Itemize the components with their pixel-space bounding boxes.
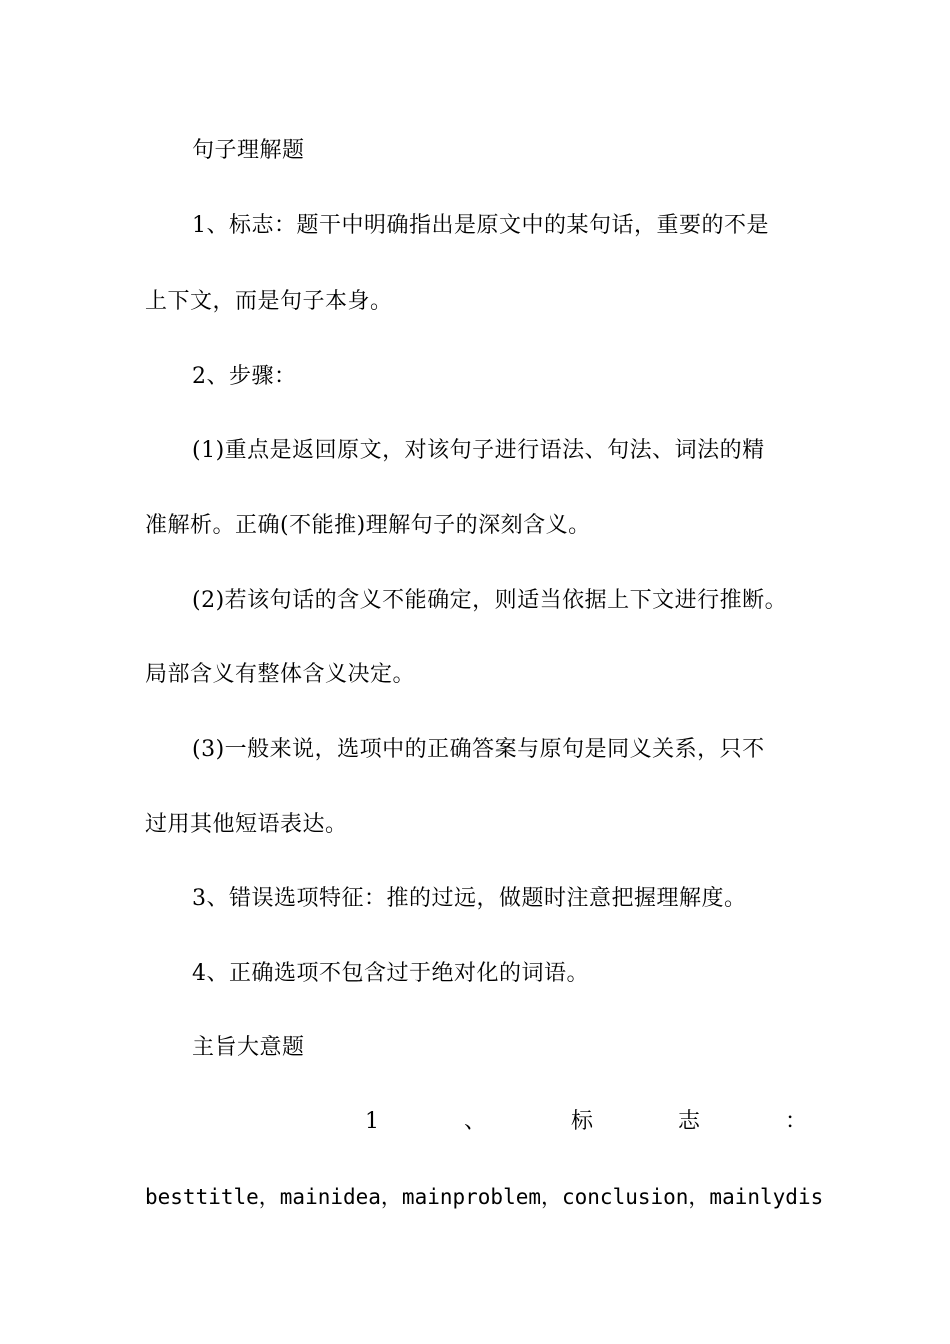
paragraph-line: 过用其他短语表达。 xyxy=(145,812,348,837)
paragraph-line: 上下文，而是句子本身。 xyxy=(145,289,393,314)
paragraph-line: (1)重点是返回原文，对该句子进行语法、句法、词法的精 xyxy=(192,438,765,463)
spread-token: 、 xyxy=(463,1109,486,1134)
spread-token: 标 xyxy=(570,1109,593,1134)
spread-token: 志 xyxy=(677,1109,700,1134)
paragraph-line: 4、正确选项不包含过于绝对化的词语。 xyxy=(192,961,589,986)
section-heading-main-idea: 主旨大意题 xyxy=(192,1035,305,1060)
justified-line xyxy=(145,1107,807,1137)
paragraph-line: 3、错误选项特征：推的过远，做题时注意把握理解度。 xyxy=(192,886,747,911)
paragraph-line: 局部含义有整体含义决定。 xyxy=(145,662,416,687)
paragraph-line: 2、步骤： xyxy=(192,364,297,389)
paragraph-line: (3)一般来说，选项中的正确答案与原句是同义关系，只不 xyxy=(192,737,765,762)
spread-token: 1 xyxy=(365,1109,379,1134)
section-heading-sentence-comprehension: 句子理解题 xyxy=(192,138,305,163)
paragraph-line: 准解析。正确(不能推)理解句子的深刻含义。 xyxy=(145,513,591,538)
paragraph-line: 1、标志：题干中明确指出是原文中的某句话，重要的不是 xyxy=(192,213,769,238)
paragraph-line: (2)若该句话的含义不能确定，则适当依据上下文进行推断。 xyxy=(192,588,788,613)
spread-token: ： xyxy=(784,1109,807,1134)
keyword-line: besttitle，mainidea，mainproblem，conclusion，mainlydis xyxy=(145,1185,824,1209)
